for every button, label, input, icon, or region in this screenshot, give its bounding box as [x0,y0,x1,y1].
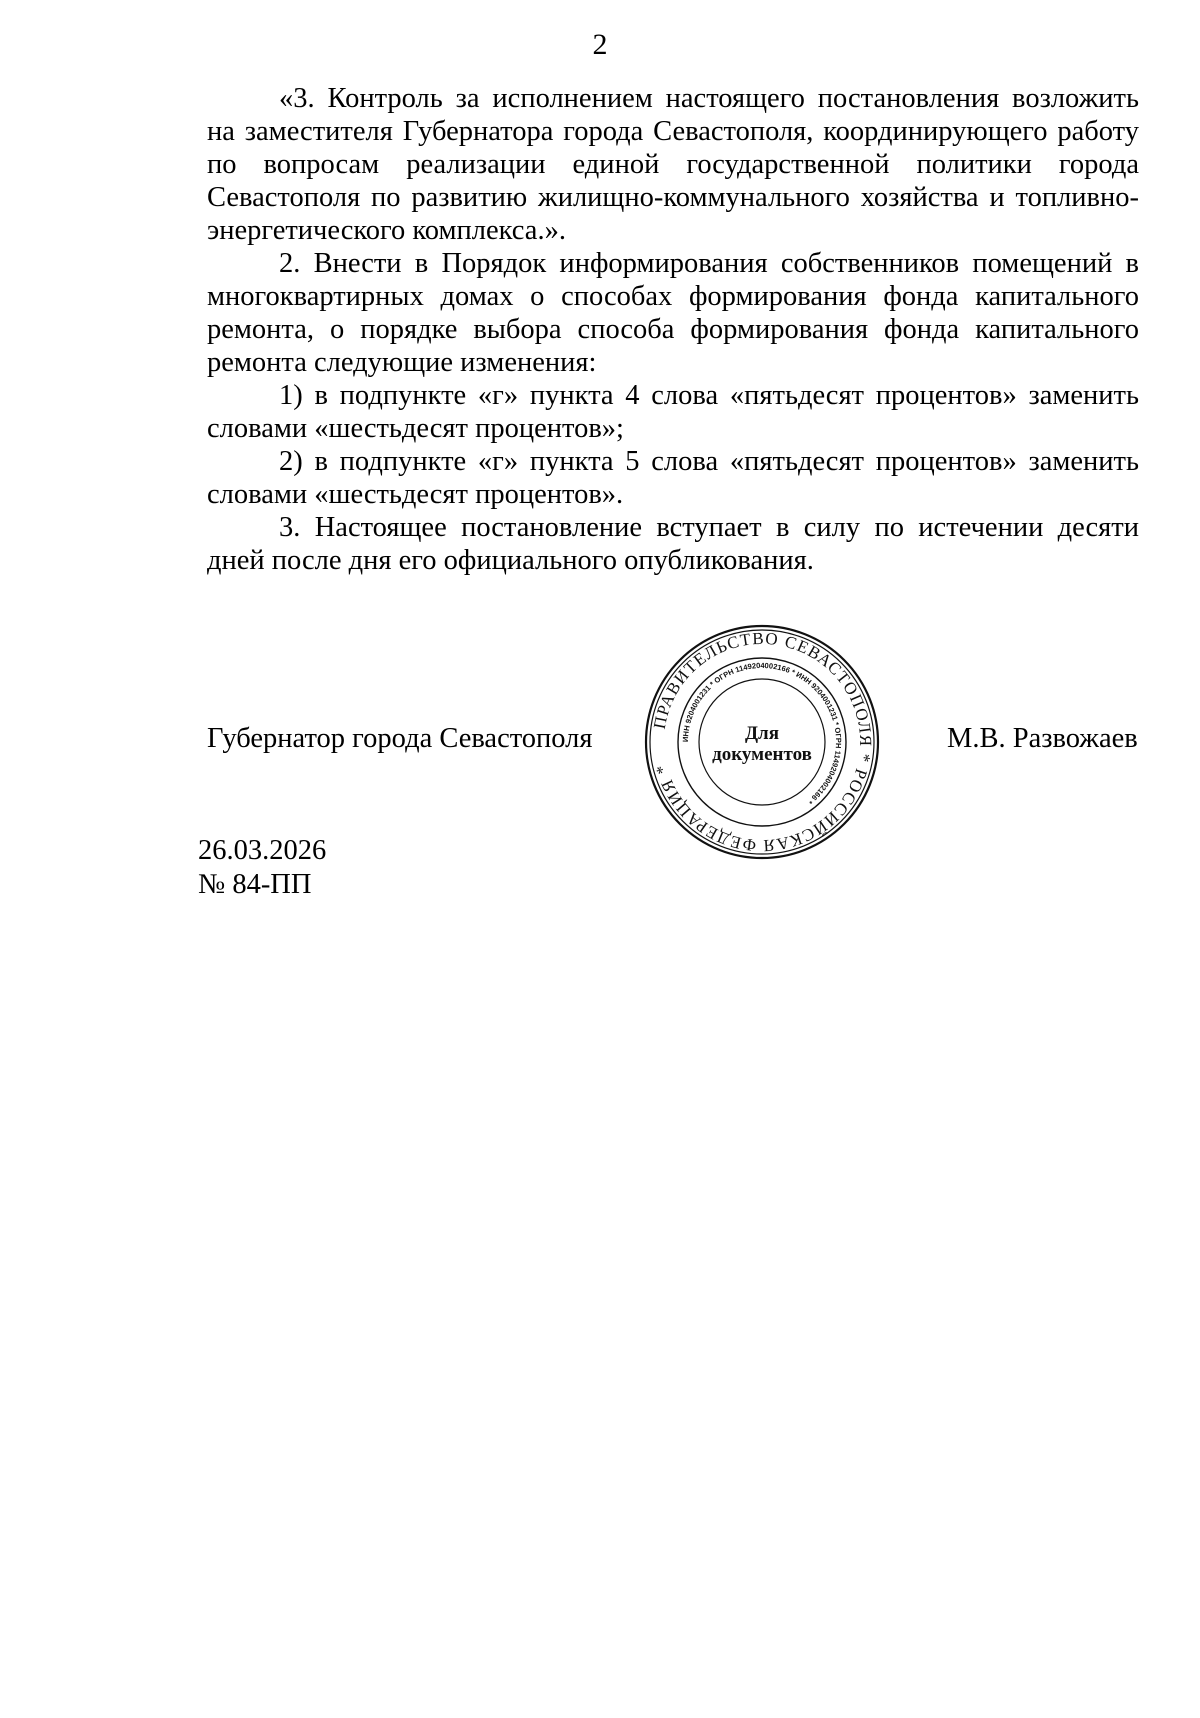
seal-center-line2: документов [712,744,812,765]
document-date: 26.03.2026 [198,835,327,866]
paragraph-amendments: 2. Внести в Порядок информирования собственников помещений в многоквартирных домах о способах формирования фонда капитального ремонта, о порядке выбора способа формирования фонда капитального ремонта следующие изменения: [207,248,1139,378]
document-number: № 84-ПП [198,869,312,900]
official-seal-stamp [642,622,882,862]
signatory-name: М.В. Развожаев [947,723,1138,754]
paragraph-item-2: 2) в подпункте «г» пункта 5 слова «пятьдесят процентов» заменить словами «шестьдесят процентов». [207,446,1139,510]
document-body [207,82,1139,577]
paragraph-effective-date: 3. Настоящее постановление вступает в силу по истечении десяти дней после дня его официального опубликования. [207,512,1139,576]
seal-inner-text: ИНН 9204001231 * ОГРН 1149204002166 * ИНН 9204001231 * ОГРН 1149204002166 * [680,660,844,806]
seal-outer-text: ПРАВИТЕЛЬСТВО СЕВАСТОПОЛЯ * РОССИЙСКАЯ ФЕДЕРАЦИЯ * [649,628,876,856]
signatory-position: Губернатор города Севастополя [207,723,593,754]
page-number: 2 [592,28,608,61]
paragraph-item-1: 1) в подпункте «г» пункта 4 слова «пятьдесят процентов» заменить словами «шестьдесят процентов»; [207,380,1139,444]
paragraph-control: «3. Контроль за исполнением настоящего постановления возложить на заместителя Губернатора города Севастополя, координирующего работу по вопросам реализации единой государственной политики города Севастополя по развитию жилищно-коммунального хозяйства и топливно-энергетического комплекса.». [207,83,1139,246]
seal-center-line1: Для [744,723,780,744]
